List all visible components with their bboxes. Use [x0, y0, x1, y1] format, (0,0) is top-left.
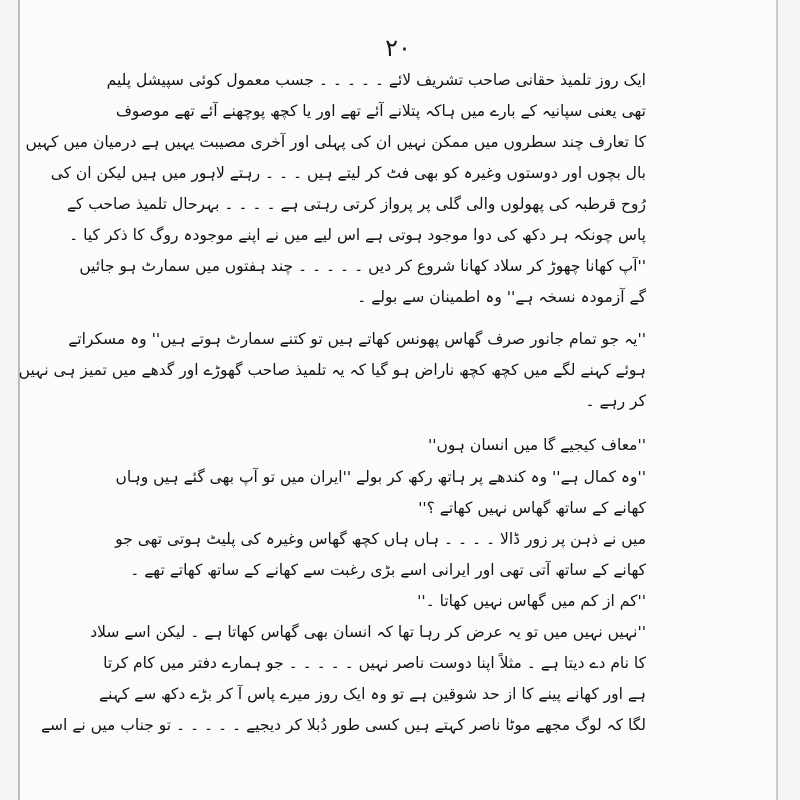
text-line: ''کم از کم میں گھاس نہیں کھاتا ۔'': [417, 592, 646, 610]
text-line: ایک روز تلمیذ حقانی صاحب تشریف لائے ۔ ۔ ۔ ۔ ۔ جسب معمول کوئی سپیشل پلیم: [106, 71, 646, 89]
text-line: لگا کہ لوگ مجھے موٹا ناصر کہتے ہیں کسی طور دُبلا کر دیجیے ۔ ۔ ۔ ۔ ۔ تو جناب میں نے اسے: [40, 716, 646, 734]
page-text-body: [18, 70, 646, 800]
book-page: [18, 0, 778, 800]
text-line: کھانے کے ساتھ آتی تھی اور ایرانی اسے بڑی رغبت سے کھانے کے ساتھ کھاتے تھے ۔: [130, 561, 646, 579]
page-number: ٢٠: [385, 34, 411, 62]
text-line: کھانے کے ساتھ گھاس نہیں کھاتے ؟'': [418, 499, 646, 517]
text-line: پاس چونکہ ہر دکھ کی دوا موجود ہوتی ہے اس لیے میں نے اپنے موجودہ روگ کا ذکر کیا ۔: [69, 226, 646, 244]
text-line: رُوح قرطبہ کی پھولوں والی گلی پر پرواز کرتی رہتی ہے ۔ ۔ ۔ ۔ بہرحال تلمیذ صاحب کے: [66, 195, 646, 213]
text-line: ہے اور کھانے پینے کا از حد شوقین ہے تو وہ ایک روز میرے پاس آ کر بڑے دکھ سے کہنے: [99, 685, 646, 703]
text-line: کا تعارف چند سطروں میں ممکن نہیں ان کی پہلی اور آخری مصیبت یہیں ہے درمیان میں کہیں: [25, 133, 646, 151]
text-line: ''آپ کھانا چھوڑ کر سلاد کھانا شروع کر دیں ۔ ۔ ۔ ۔ ۔ چند ہفتوں میں سمارٹ ہو جائیں: [79, 257, 646, 275]
text-line: ''یہ جو تمام جانور صرف گھاس پھونس کھاتے ہیں تو کتنے سمارٹ ہوتے ہیں'' وہ مسکراتے: [68, 330, 646, 348]
text-line: کر رہے ۔: [585, 392, 646, 410]
text-line: ہوئے کہنے لگے میں کچھ کچھ ناراض ہو گیا کہ یہ تلمیذ صاحب گھوڑے اور گدھے میں تمیز ہی نہیں: [18, 361, 646, 379]
text-line: میں نے ذہن پر زور ڈالا ۔ ۔ ۔ ۔ ہاں ہاں کچھ گھاس وغیرہ کی پلیٹ ہوتی تھی جو: [115, 530, 646, 548]
text-line: بال بچوں اور دوستوں وغیرہ کو بھی فٹ کر لیتے ہیں ۔ ۔ ۔ رہتے لاہور میں ہیں لیکن ان کی: [50, 164, 646, 182]
text-line: ''معاف کیجیے گا میں انسان ہوں'': [428, 436, 646, 454]
text-line: تھی یعنی سپانیہ کے بارے میں ہاکہ پتلانے آئے تھے اور یا کچھ پوچھنے آئے تھے موصوف: [115, 102, 646, 120]
text-line: گے آزمودہ نسخہ ہے'' وہ اطمینان سے بولے ۔: [357, 288, 646, 306]
text-line: ''وہ کمال ہے'' وہ کندھے پر ہاتھ رکھ کر بولے ''ایران میں تو آپ بھی گئے ہیں وہاں: [115, 468, 646, 486]
text-line: کا نام دے دیتا ہے ۔ مثلاً اپنا دوست ناصر نہیں ۔ ۔ ۔ ۔ ۔ جو ہمارے دفتر میں کام کرتا: [103, 654, 646, 672]
text-line: ''نہیں نہیں میں تو یہ عرض کر رہا تھا کہ انسان بھی گھاس کھاتا ہے ۔ لیکن اسے سلاد: [90, 623, 646, 641]
